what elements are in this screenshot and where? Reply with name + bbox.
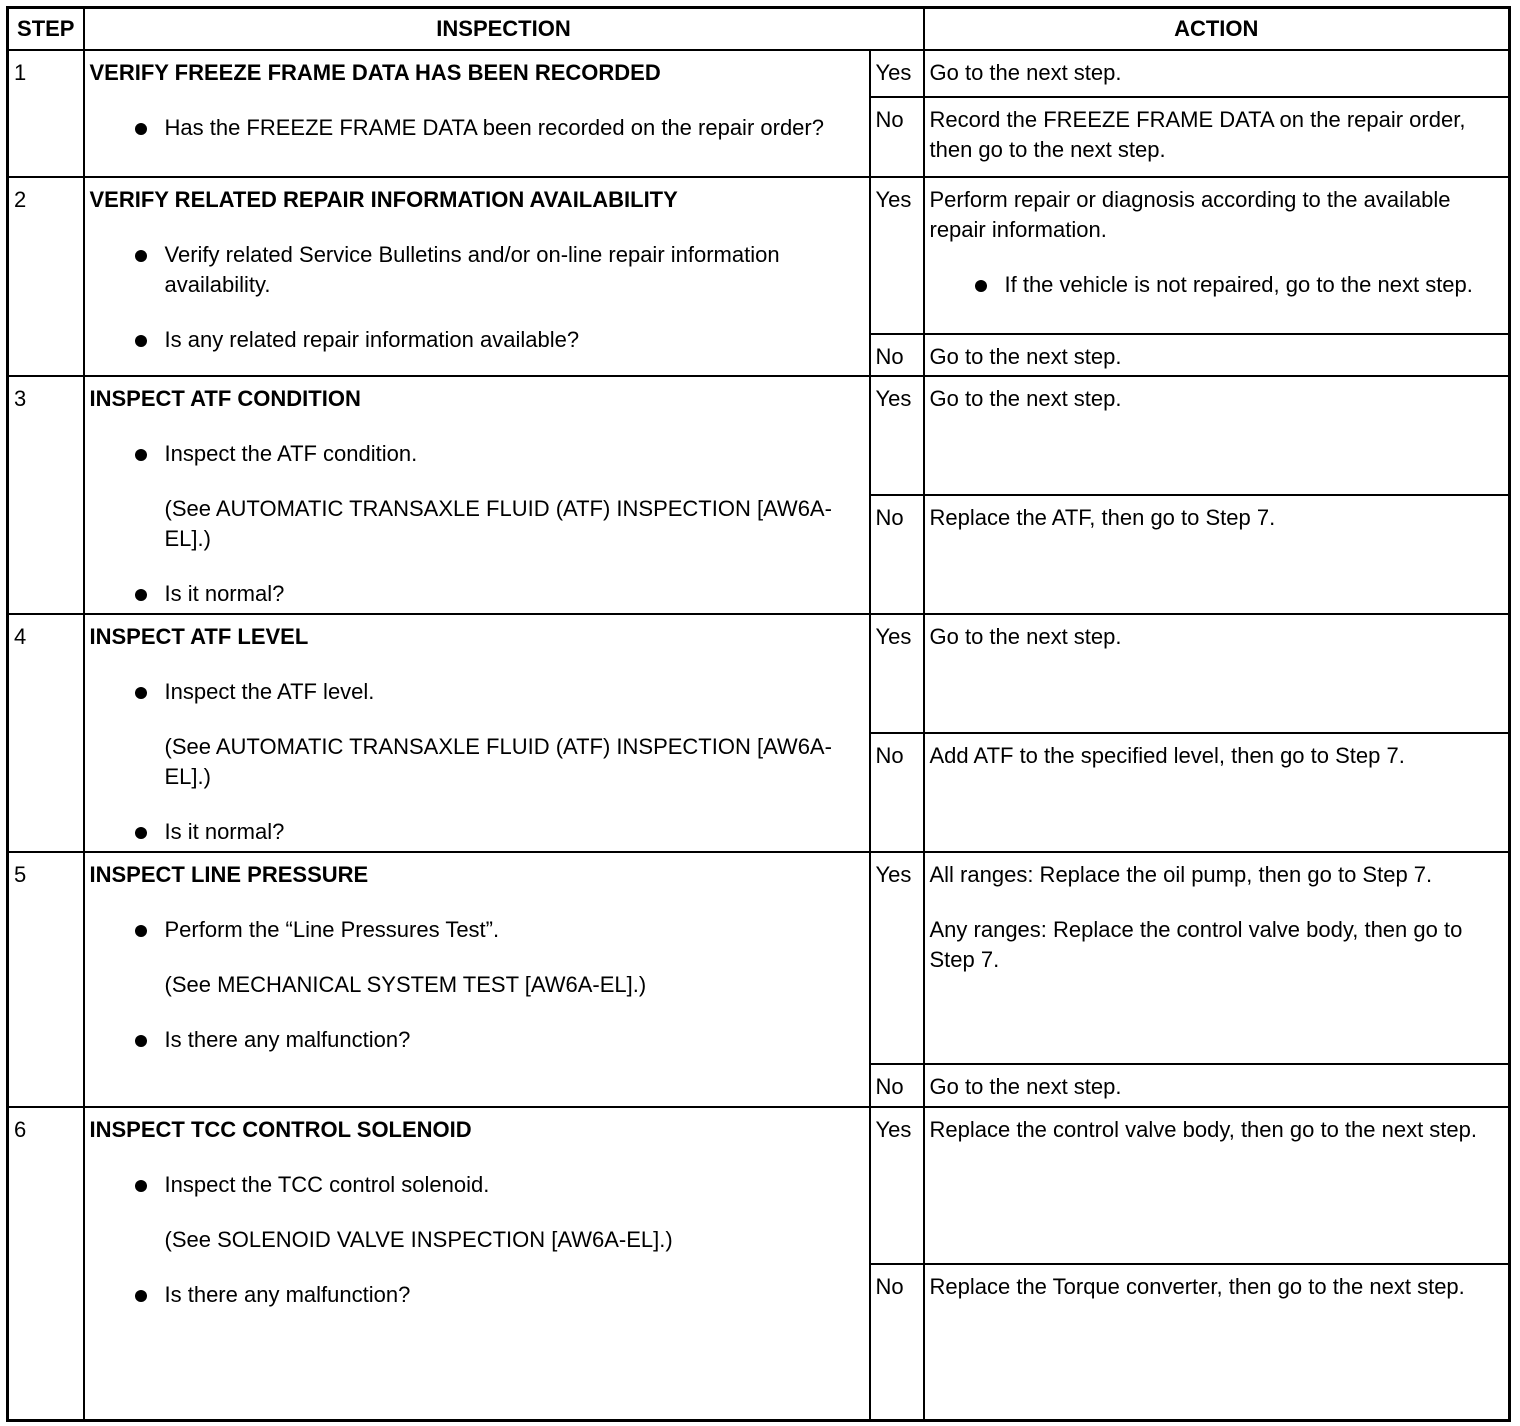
inspection-title: INSPECT TCC CONTROL SOLENOID xyxy=(89,1116,472,1142)
yes-action: Go to the next step. xyxy=(924,50,1510,97)
inspection-bullet: Inspect the ATF level. xyxy=(90,677,864,707)
step-column-header: STEP xyxy=(8,8,84,50)
no-label: No xyxy=(870,733,924,852)
no-action: Record the FREEZE FRAME DATA on the repair order, then go to the next step. xyxy=(924,97,1510,177)
step-number: 3 xyxy=(8,376,84,614)
inspection-title: VERIFY FREEZE FRAME DATA HAS BEEN RECORDED xyxy=(89,59,661,85)
inspection-bullet: Is there any malfunction? xyxy=(90,1025,864,1055)
step-row-6-yes xyxy=(8,1107,1510,1264)
inspection-title: INSPECT ATF CONDITION xyxy=(89,385,361,411)
step-row-5-yes xyxy=(8,852,1510,1064)
step-number: 6 xyxy=(8,1107,84,1421)
inspection-bullet: Inspect the ATF condition. xyxy=(90,439,864,469)
no-label: No xyxy=(870,495,924,614)
inspection-bullet: Is it normal? xyxy=(90,579,864,609)
no-action: Go to the next step. xyxy=(924,334,1510,376)
yes-label: Yes xyxy=(870,376,924,495)
inspection-cell xyxy=(84,852,870,1107)
yes-label: Yes xyxy=(870,177,924,334)
yes-action-alt: Any ranges: Replace the control valve body, then go to Step 7. xyxy=(929,916,1463,972)
yes-action: Go to the next step. xyxy=(924,376,1510,495)
yes-action: All ranges: Replace the oil pump, then go to Step 7. xyxy=(929,861,1433,887)
no-label: No xyxy=(870,1264,924,1421)
yes-action-bullet: If the vehicle is not repaired, go to the next step. xyxy=(930,270,1504,300)
inspection-bullet: Perform the “Line Pressures Test”. xyxy=(90,915,864,945)
inspection-bullet: Inspect the TCC control solenoid. xyxy=(90,1170,864,1200)
no-action: Go to the next step. xyxy=(924,1064,1510,1107)
no-action: Replace the ATF, then go to Step 7. xyxy=(924,495,1510,614)
yes-label: Yes xyxy=(870,50,924,97)
step-number: 1 xyxy=(8,50,84,177)
inspection-bullet: Has the FREEZE FRAME DATA been recorded on the repair order? xyxy=(90,113,864,143)
inspection-cell xyxy=(84,1107,870,1421)
step-row-4-yes xyxy=(8,614,1510,733)
step-row-1-yes xyxy=(8,50,1510,97)
no-label: No xyxy=(870,334,924,376)
inspection-column-header: INSPECTION xyxy=(84,8,924,50)
step-number: 2 xyxy=(8,177,84,376)
yes-label: Yes xyxy=(870,852,924,1064)
inspection-cell xyxy=(84,376,870,614)
step-row-2-yes xyxy=(8,177,1510,334)
yes-action: Perform repair or diagnosis according to the available repair information. xyxy=(929,186,1451,242)
no-label: No xyxy=(870,97,924,177)
yes-label: Yes xyxy=(870,614,924,733)
step-number: 5 xyxy=(8,852,84,1107)
inspection-title: VERIFY RELATED REPAIR INFORMATION AVAILABILITY xyxy=(89,186,678,212)
inspection-bullet: Is there any malfunction? xyxy=(90,1280,864,1310)
inspection-reference: (See SOLENOID VALVE INSPECTION [AW6A-EL].) xyxy=(164,1226,673,1252)
inspection-reference: (See MECHANICAL SYSTEM TEST [AW6A-EL].) xyxy=(164,971,647,997)
step-number: 4 xyxy=(8,614,84,852)
inspection-bullet: Is any related repair information available? xyxy=(90,325,864,355)
inspection-bullet: Verify related Service Bulletins and/or on-line repair information availability. xyxy=(90,240,864,300)
no-action: Add ATF to the specified level, then go to Step 7. xyxy=(924,733,1510,852)
step-row-3-yes xyxy=(8,376,1510,495)
header-row xyxy=(8,8,1510,50)
inspection-reference: (See AUTOMATIC TRANSAXLE FLUID (ATF) INSPECTION [AW6A-EL].) xyxy=(164,495,832,551)
inspection-reference: (See AUTOMATIC TRANSAXLE FLUID (ATF) INSPECTION [AW6A-EL].) xyxy=(164,733,832,789)
inspection-bullet: Is it normal? xyxy=(90,817,864,847)
inspection-cell xyxy=(84,50,870,177)
inspection-title: INSPECT LINE PRESSURE xyxy=(89,861,369,887)
inspection-cell xyxy=(84,177,870,376)
action-column-header: ACTION xyxy=(924,8,1510,50)
yes-action: Replace the control valve body, then go to the next step. xyxy=(924,1107,1510,1264)
yes-label: Yes xyxy=(870,1107,924,1264)
yes-action-cell xyxy=(924,177,1510,334)
inspection-title: INSPECT ATF LEVEL xyxy=(89,623,309,649)
yes-action-cell xyxy=(924,852,1510,1064)
yes-action: Go to the next step. xyxy=(924,614,1510,733)
no-label: No xyxy=(870,1064,924,1107)
inspection-cell xyxy=(84,614,870,852)
diagnostic-procedure-table xyxy=(6,6,1511,1422)
no-action: Replace the Torque converter, then go to the next step. xyxy=(924,1264,1510,1421)
